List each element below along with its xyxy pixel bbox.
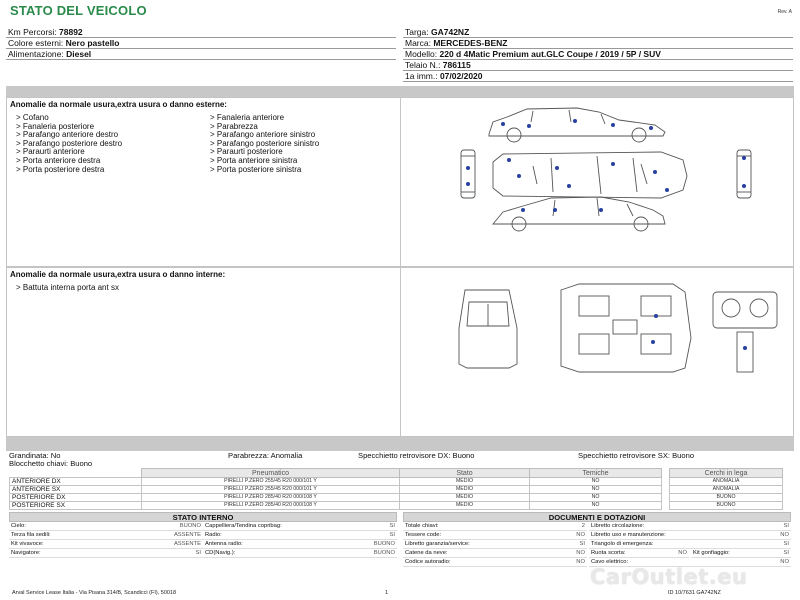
external-damage-col2 [210, 114, 319, 174]
watermark-logo: CarOutlet.eu [590, 565, 748, 589]
table-row: POSTERIORE DX PIRELLI P.ZERO 285/40 R20 000/108 Y MEDIO NO BUONO [10, 494, 783, 502]
steering-dashboard-view [713, 292, 777, 372]
doc-ruota-scorta: Ruota scorta: NO [591, 550, 687, 556]
damage-item: > Fanaleria posteriore [16, 121, 95, 131]
stato-interno-cd: CD(Navig.): BUONO [205, 550, 395, 556]
car-rear-view [737, 150, 751, 198]
external-damage-title: Anomalie da normale usura,extra usura o danno esterne: [10, 100, 227, 109]
status-grandinata: Grandinata: No [9, 451, 61, 460]
tyres-header-cerchi: Cerchi in lega [670, 469, 783, 478]
doc-cavo-elettrico: Cavo elettrico: NO [591, 559, 789, 565]
documenti-title: DOCUMENTI E DOTAZIONI [403, 512, 791, 522]
doc-codice-autoradio: Codice autoradio: NO [405, 559, 585, 565]
damage-item: > Parafango posteriore destro [16, 138, 123, 148]
revision-label: Rev. A [777, 9, 792, 15]
stato-interno-kit-vivavoce: Kit vivavoce: ASSENTE [11, 541, 201, 547]
status-blocchetto: Blocchetto chiavi: Buono [9, 459, 93, 468]
damage-item: > Paraurti anteriore [16, 147, 85, 157]
stato-interno-antenna: Antenna radio: BUONO [205, 541, 395, 547]
damage-item: > Parabrezza [210, 121, 258, 131]
tyres-header-stato: Stato [400, 469, 530, 478]
car-side-view-top [489, 108, 665, 142]
car-interior-diagram [401, 268, 794, 436]
car-cabin-top-view [561, 284, 691, 372]
doc-catene-neve: Catene da neve: NO [405, 550, 585, 556]
tyres-header-temiche: Temiche [530, 469, 662, 478]
doc-kit-gonfiaggio: Kit gonfiaggio: SI [693, 550, 789, 556]
car-exterior-diagram [401, 98, 794, 266]
car-front-interior-view [459, 290, 517, 368]
damage-item: > Porta posteriore destra [16, 164, 105, 174]
external-damage-panel [6, 97, 794, 267]
stato-interno-cappelliera: Cappelliera/Tendina copribag: SI [205, 523, 395, 529]
stato-interno-terza-fila: Terza fila sedili: ASSENTE [11, 532, 201, 538]
info-immatricolazione: 1a imm.: 07/02/2020 [403, 71, 793, 82]
doc-libretto-garanzia: Libretto garanzia/service: SI [405, 541, 585, 547]
external-damage-col1 [16, 114, 122, 174]
damage-item: > Porta anteriore destra [16, 155, 101, 165]
info-alimentazione: Alimentazione: Diesel [6, 49, 396, 60]
footer-address: Arval Service Lease Italia - Via Pisana 314/B, Scandicci (FI), 50018 [12, 590, 177, 596]
tyres-header-pneumatico: Pneumatico [142, 469, 400, 478]
damage-item: > Parafango posteriore sinistro [210, 138, 320, 148]
doc-triangolo: Triangolo di emergenza: SI [591, 541, 789, 547]
doc-libretto-uso: Libretto uso e manutenzione: NO [591, 532, 789, 538]
separator-bar-2 [6, 437, 794, 451]
car-side-view-bottom [493, 197, 665, 231]
footer-reference: ID 10/7631 GA742NZ [668, 590, 721, 596]
footer-page-number: 1 [385, 590, 389, 596]
info-targa: Targa: GA742NZ [403, 27, 793, 38]
stato-interno-navigatore: Navigatore: SI [11, 550, 201, 556]
info-modello: Modello: 220 d 4Matic Premium aut.GLC Coupe / 2019 / 5P / SUV [403, 49, 793, 60]
tyres-header-row [10, 469, 783, 478]
damage-item: > Porta anteriore sinistra [210, 155, 298, 165]
damage-item: > Cofano [16, 113, 49, 122]
table-row: ANTERIORE SX PIRELLI P.ZERO 255/45 R20 000/101 Y MEDIO NO ANOMALIA [10, 486, 783, 494]
tyres-table [9, 468, 783, 510]
vehicle-info-left [6, 27, 396, 60]
table-row: ANTERIORE DX PIRELLI P.ZERO 255/45 R20 000/101 Y MEDIO NO ANOMALIA [10, 478, 783, 486]
vehicle-info-right [403, 27, 793, 82]
damage-item: > Parafango anteriore sinistro [210, 130, 316, 140]
info-colore: Colore esterni: Nero pastello [6, 38, 396, 49]
internal-damage-list [16, 284, 119, 293]
damage-item: > Porta posteriore sinistra [210, 164, 302, 174]
external-car-diagram-area [400, 98, 793, 266]
table-row: POSTERIORE SX PIRELLI P.ZERO 285/40 R20 000/108 Y MEDIO NO BUONO [10, 502, 783, 510]
damage-item: > Parafango anteriore destro [16, 130, 119, 140]
stato-interno-title: STATO INTERNO [9, 512, 397, 522]
internal-damage-panel [6, 267, 794, 437]
status-parabrezza: Parabrezza: Anomalia [228, 451, 303, 460]
status-specchietto-sx: Specchietto retrovisore SX: Buono [578, 451, 695, 460]
info-marca: Marca: MERCEDES-BENZ [403, 38, 793, 49]
separator-bar [6, 86, 794, 97]
doc-libretto-circolazione: Libretto circolazione: SI [591, 523, 789, 529]
info-telaio: Telaio N.: 786115 [403, 60, 793, 71]
internal-car-diagram-area [400, 268, 793, 436]
doc-totale-chiavi: Totale chiavi: 2 [405, 523, 585, 529]
damage-item: > Battuta interna porta ant sx [16, 283, 119, 292]
page-title: STATO DEL VEICOLO [10, 3, 147, 18]
damage-item: > Fanaleria anteriore [210, 113, 285, 122]
damage-item: > Paraurti posteriore [210, 147, 283, 157]
car-top-view [493, 152, 687, 198]
stato-interno-cielo: Cielo: BUONO [11, 523, 201, 529]
doc-tessere-code: Tessere code: NO [405, 532, 585, 538]
status-specchietto-dx: Specchietto retrovisore DX: Buono [358, 451, 475, 460]
stato-interno-radio: Radio: SI [205, 532, 395, 538]
car-front-view [461, 150, 475, 198]
internal-damage-title: Anomalie da normale usura,extra usura o danno interne: [10, 270, 226, 279]
info-km: Km Percorsi: 78892 [6, 27, 396, 38]
